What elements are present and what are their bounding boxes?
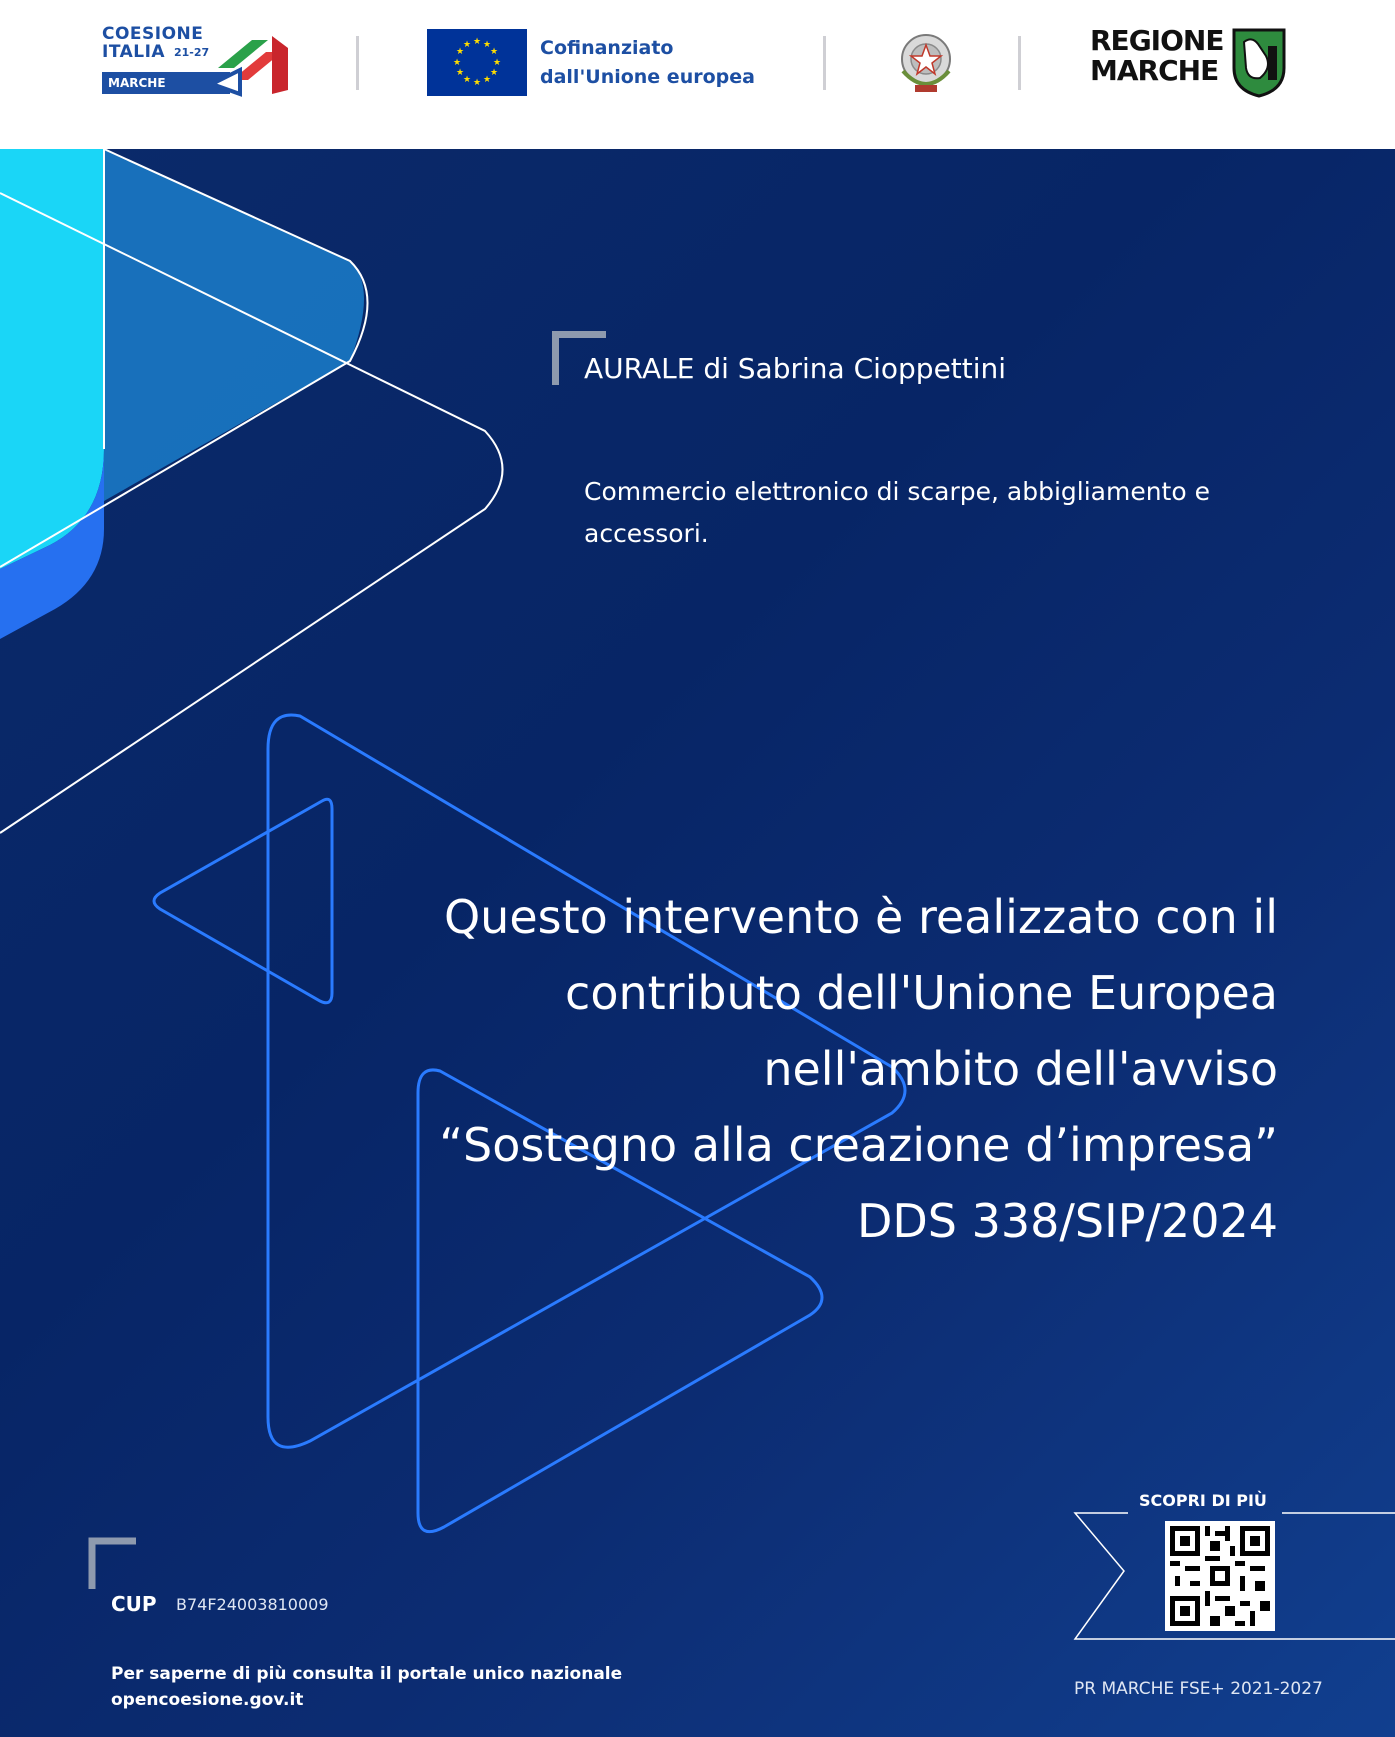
regione-logo-line2: MARCHE	[1090, 54, 1219, 87]
svg-text:★: ★	[462, 40, 472, 50]
coesione-logo-years: 21-27	[174, 46, 210, 59]
company-name: AURALE di Sabrina Cioppettini	[584, 352, 1007, 385]
blue-outline-small	[154, 799, 332, 1003]
logo-separator	[356, 36, 359, 90]
cup-code: B74F24003810009	[176, 1595, 329, 1614]
regione-marche-logo	[1090, 26, 1223, 86]
opencoesione-note	[111, 1661, 622, 1713]
svg-text:★: ★	[489, 68, 499, 78]
italian-republic-emblem-icon	[895, 27, 957, 102]
logo-header	[0, 0, 1395, 149]
opencoesione-link[interactable]: opencoesione.gov.it	[111, 1690, 304, 1710]
svg-text:★: ★	[462, 75, 472, 85]
headline-line-1: Questo intervento è realizzato con il	[443, 890, 1278, 944]
mid-blue-shape	[104, 149, 364, 501]
svg-text:★: ★	[455, 47, 465, 57]
coesione-logo-region: MARCHE	[102, 72, 230, 94]
svg-text:★: ★	[492, 58, 502, 68]
headline-line-4: “Sostegno alla creazione d’impresa”	[439, 1118, 1278, 1172]
cup-bracket	[92, 1541, 136, 1589]
company-description: Commercio elettronico di scarpe, abbigliamento e accessori.	[584, 477, 1210, 548]
scopri-di-piu-label: SCOPRI DI PIÙ	[1139, 1491, 1267, 1510]
coesione-logo-line2: ITALIA	[102, 42, 166, 62]
svg-text:★: ★	[455, 68, 465, 78]
headline-line-3: nell'ambito dell'avviso	[763, 1042, 1278, 1096]
coesione-logo-line1: COESIONE	[102, 24, 204, 44]
cyan-shape	[0, 149, 104, 569]
funding-statement	[360, 879, 1278, 1259]
eu-cofinanced-text	[540, 34, 755, 92]
regione-logo-line1: REGIONE	[1090, 24, 1224, 57]
footer-note-line1: Per saperne di più consulta il portale unico nazionale	[111, 1664, 623, 1684]
qr-code-icon[interactable]	[1165, 1521, 1275, 1631]
headline-line-5: DDS 338/SIP/2024	[856, 1194, 1278, 1248]
svg-text:★: ★	[489, 47, 499, 57]
headline-line-2: contributo dell'Unione Europea	[565, 966, 1278, 1020]
coesione-italia-logo	[102, 26, 292, 100]
logo-separator	[1018, 36, 1021, 90]
svg-text:★: ★	[472, 37, 482, 47]
svg-text:★: ★	[452, 58, 462, 68]
coesione-arrow-icon	[212, 28, 292, 100]
cup-label: CUP	[111, 1592, 157, 1616]
eu-flag-icon	[427, 29, 527, 96]
eu-text-line1: Cofinanziato	[540, 37, 674, 59]
svg-text:★: ★	[472, 78, 482, 88]
poster-body	[0, 149, 1395, 1737]
svg-text:★: ★	[482, 75, 492, 85]
logo-separator	[823, 36, 826, 90]
svg-text:★: ★	[482, 40, 492, 50]
regione-shield-icon	[1230, 28, 1288, 98]
program-label: PR MARCHE FSE+ 2021-2027	[1074, 1679, 1323, 1699]
eu-text-line2: dall'Unione europea	[540, 66, 755, 88]
